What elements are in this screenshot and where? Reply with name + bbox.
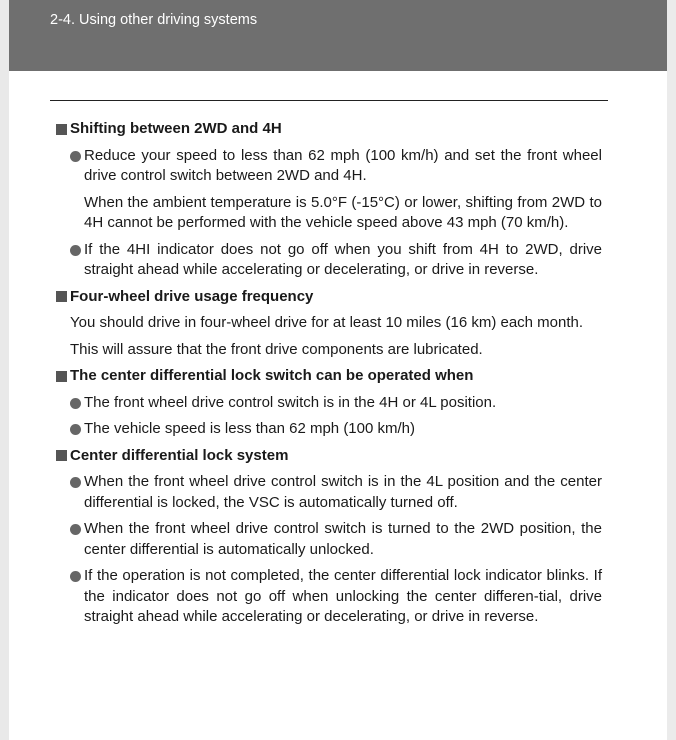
circle-bullet-icon <box>70 524 81 535</box>
circle-bullet-icon <box>70 571 81 582</box>
list-item <box>56 472 602 513</box>
section-heading <box>56 446 602 467</box>
list-item-text: The front wheel drive control switch is in the 4H or 4L position. <box>84 393 497 411</box>
list-item <box>56 146 602 187</box>
list-item-text: The vehicle speed is less than 62 mph (100 km/h) <box>84 420 416 437</box>
circle-bullet-icon <box>70 398 81 409</box>
section-heading <box>56 366 602 387</box>
list-item-text: When the front wheel drive control switch is in the 4L position and the center differential is locked, the VSC is automatically turned off. <box>84 473 602 511</box>
list-item-text: Reduce your speed to less than 62 mph (100 km/h) and set the front wheel drive control switch between 2WD and 4H. <box>84 146 602 184</box>
note-paragraph: When the ambient temperature is 5.0°F (-15°C) or lower, shifting from 2WD to 4H cannot be performed with the vehicle speed above 43 mph (70 km/h). <box>84 193 602 231</box>
square-bullet-icon <box>56 124 67 135</box>
list-item-text: If the 4HI indicator does not go off when you shift from 4H to 2WD, drive straight ahead while accelerating or decelerating, or drive in reverse. <box>84 240 602 278</box>
divider-rule <box>50 100 608 101</box>
page-left-margin <box>0 0 9 740</box>
page-header <box>9 0 667 71</box>
paragraph: This will assure that the front drive components are lubricated. <box>70 340 483 358</box>
list-item <box>56 566 602 628</box>
list-item-text: If the operation is not completed, the center differential lock indicator blinks. If the indicator does not go off when unlocking the center differen-tial, drive straight ahead while accelerating or decelerating, or drive in reverse. <box>84 567 602 625</box>
square-bullet-icon <box>56 450 67 461</box>
square-bullet-icon <box>56 371 67 382</box>
list-item <box>56 519 602 560</box>
circle-bullet-icon <box>70 424 81 435</box>
list-item-text: When the front wheel drive control switch is turned to the 2WD position, the center differential is automatically unlocked. <box>84 520 602 558</box>
document-body <box>56 116 602 634</box>
list-item <box>56 419 602 440</box>
section-heading-text: Four-wheel drive usage frequency <box>70 287 314 305</box>
page-right-margin <box>667 0 676 740</box>
section-heading-text: The center differential lock switch can be operated when <box>70 367 474 384</box>
chapter-title: 2-4. Using other driving systems <box>50 12 258 28</box>
list-item <box>56 393 602 414</box>
circle-bullet-icon <box>70 477 81 488</box>
section-heading-text: Center differential lock system <box>70 446 289 464</box>
square-bullet-icon <box>56 291 67 302</box>
section-heading-text: Shifting between 2WD and 4H <box>70 120 282 137</box>
section-heading <box>56 287 602 308</box>
circle-bullet-icon <box>70 151 81 162</box>
circle-bullet-icon <box>70 245 81 256</box>
paragraph: You should drive in four-wheel drive for at least 10 miles (16 km) each month. <box>70 314 584 331</box>
section-heading <box>56 119 602 140</box>
list-item <box>56 240 602 281</box>
